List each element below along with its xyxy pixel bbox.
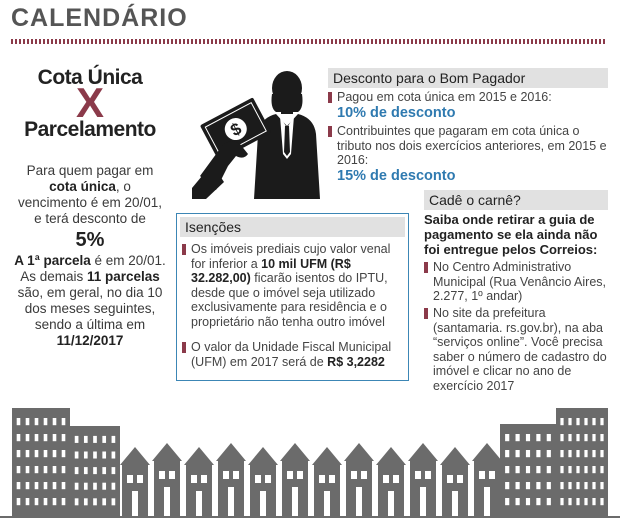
- parcelamento-title: Parcelamento: [24, 118, 156, 141]
- house: [312, 447, 342, 465]
- ufm-value: R$ 3,2282: [327, 354, 385, 369]
- carne-item-2: No site da prefeitura (santamaria. rs.gov.br), na aba “serviços online”. Você precisa saber o número de cadastro do imóvel e clicar no ano de exercício 2017: [424, 306, 610, 393]
- house: [440, 447, 470, 465]
- versus-mark: X: [75, 79, 104, 126]
- house: [408, 443, 438, 461]
- house: [280, 443, 310, 461]
- house: [376, 447, 406, 465]
- apartment-building: [12, 408, 70, 516]
- installments-count: 11 parcelas: [86, 269, 160, 284]
- cota-vs-parcelamento-heading: [0, 66, 180, 142]
- house: [120, 447, 150, 465]
- carne-section-header: Cadê o carnê?: [424, 190, 608, 210]
- person-paying-money-icon: [192, 64, 332, 199]
- first-installment-emphasis: A 1ª parcela: [14, 253, 91, 268]
- cota-unica-title: Cota Única: [37, 66, 143, 89]
- house: [152, 443, 182, 461]
- desconto-item-1: Pagou em cota única em 2015 e 2016: 10% de desconto: [328, 90, 608, 122]
- dollar-symbol: $: [227, 118, 245, 141]
- isencao-limit-value: 10 mil UFM (R$ 32.282,00): [191, 256, 351, 285]
- carne-item-1: No Centro Administrativo Municipal (Rua Venâncio Aires, 2.277, 1º andar): [424, 260, 610, 304]
- title-stripe: [11, 39, 607, 44]
- house: [184, 447, 214, 465]
- cota-unica-emphasis: cota única: [49, 179, 116, 194]
- last-installment-date: 11/12/2017: [56, 333, 124, 348]
- carne-subheading: Saiba onde retirar a guia de pagamento se ela ainda não foi entregue pelos Correios:: [424, 212, 598, 257]
- isencoes-item-2: O valor da Unidade Fiscal Municipal (UFM) em 2017 será de R$ 3,2282: [182, 340, 404, 369]
- house: [472, 443, 502, 461]
- city-skyline-illustration: [0, 398, 620, 518]
- apartment-building: [556, 408, 608, 516]
- desconto-15-value: 15% de desconto: [337, 167, 456, 184]
- isencoes-section-header: Isenções: [180, 217, 405, 237]
- cota-unica-discount: 5%: [75, 229, 105, 251]
- isencoes-item-1: Os imóveis prediais cujo valor venal for inferior a 10 mil UFM (R$ 32.282,00) ficarão isentos do IPTU, desde que o imóvel seja utilizado exclusivamente para residência e o proprietário não tenha outro imóvel: [182, 242, 404, 329]
- cota-unica-paragraph: Para quem pagar em cota única, o vencimento é em 20/01, e terá desconto de 5%: [14, 163, 166, 251]
- desconto-item-2: Contribuintes que pagaram em cota única o tributo nos dois exercícios anteriores, em 2015 e 2016: 15% de desconto: [328, 124, 608, 185]
- desconto-10-value: 10% de desconto: [337, 104, 456, 121]
- house: [344, 443, 374, 461]
- isencoes-box: [176, 213, 409, 381]
- desconto-section-header: Desconto para o Bom Pagador: [328, 68, 608, 88]
- house: [216, 443, 246, 461]
- house: [248, 447, 278, 465]
- parcelamento-paragraph: A 1ª parcela é em 20/01. As demais 11 parcelas são, em geral, no dia 10 dos meses seguintes, sendo a última em 11/12/2017: [14, 253, 166, 348]
- page-title: CALENDÁRIO: [11, 4, 188, 32]
